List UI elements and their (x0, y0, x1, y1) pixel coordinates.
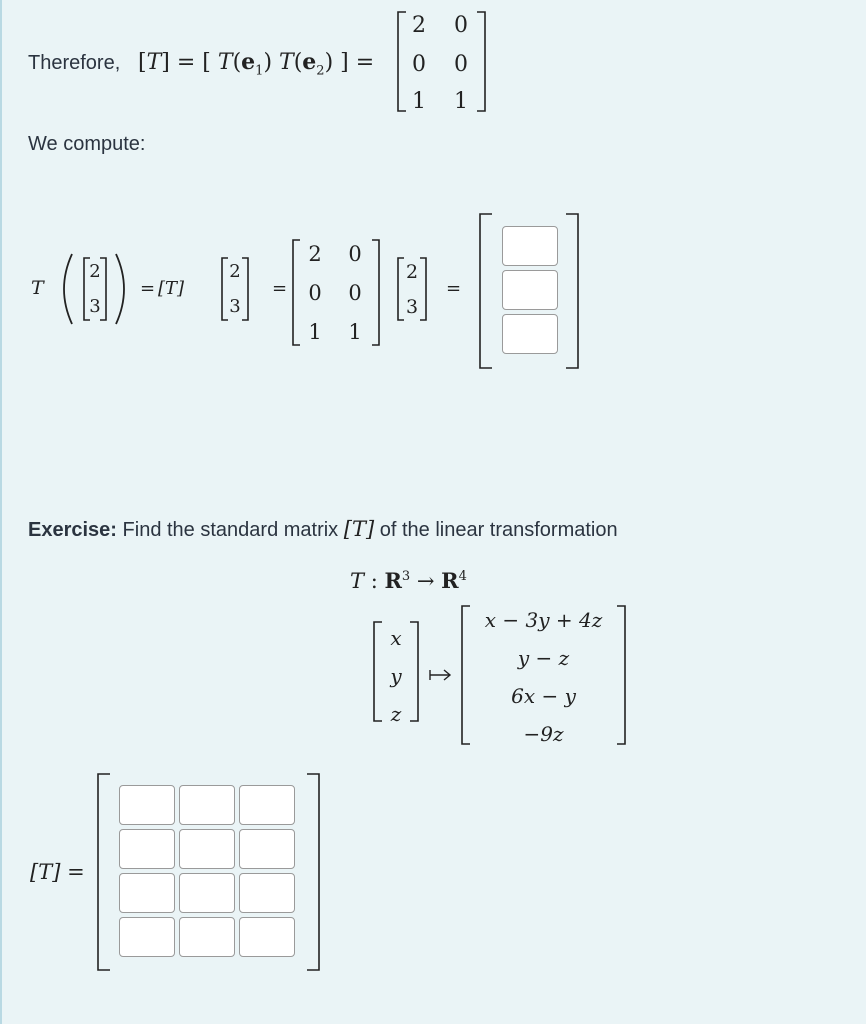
T-symbol: T (217, 50, 233, 75)
basis-vector-e1: e (241, 49, 256, 75)
T-symbol: T (279, 50, 294, 75)
transformation-signature: T : $R^3 \to R^4$ (350, 568, 467, 593)
answer-input-box[interactable] (502, 314, 558, 354)
matrix-cell: 2 (308, 242, 322, 266)
T-symbol: T (146, 50, 162, 75)
answer-input-box[interactable] (239, 917, 295, 957)
matrix-cell: 0 (412, 52, 426, 77)
vector-entry: 3 (89, 296, 101, 317)
equals-sign: = (446, 278, 462, 299)
matrix-T-label: [T] (343, 517, 375, 541)
exercise-prompt (28, 517, 618, 542)
basis-vector-e2: e (302, 49, 317, 75)
vector-entry: 2 (405, 261, 419, 283)
input-vector-entry: z (390, 702, 402, 726)
answer-input-box[interactable] (179, 873, 235, 913)
vector-entry: 2 (229, 261, 241, 282)
answer-input-box[interactable] (502, 226, 558, 266)
domain-space: R (384, 568, 402, 593)
answer-input-box[interactable] (239, 829, 295, 869)
answer-input-box[interactable] (239, 873, 295, 913)
matrix-cell: 1 (348, 320, 362, 344)
we-compute-label: We compute: (28, 133, 146, 155)
vector-entry: 3 (405, 296, 419, 318)
vector-entry: 2 (89, 261, 101, 282)
equals-sign: = (140, 278, 156, 299)
answer-input-box[interactable] (179, 785, 235, 825)
answer-input-box[interactable] (119, 785, 175, 825)
answer-input-box[interactable] (179, 917, 235, 957)
output-vector-entry: x − 3y + 4z (484, 608, 603, 632)
domain-exponent: 3 (401, 569, 411, 584)
input-vector-entry: x (390, 626, 402, 650)
matrix-T-label: [T] (158, 278, 185, 299)
matrix-cell: 0 (454, 13, 468, 38)
equals-sign: = (272, 278, 288, 299)
matrix-cell: 1 (308, 320, 322, 344)
matrix-cell: 0 (454, 52, 468, 77)
output-vector-entry: −9z (523, 722, 564, 746)
answer-input-box[interactable] (119, 873, 175, 913)
matrix-cell: 0 (348, 242, 362, 266)
matrix-cell: 1 (412, 89, 426, 114)
therefore-label: Therefore, (28, 52, 121, 74)
matrix-cell: 0 (308, 281, 322, 305)
e1-subscript: 1 (255, 63, 264, 79)
answer-input-box[interactable] (119, 829, 175, 869)
answer-input-box[interactable] (502, 270, 558, 310)
vector-entry: 3 (229, 296, 241, 317)
answer-input-box[interactable] (179, 829, 235, 869)
exercise-text: Find the standard matrix (122, 519, 339, 541)
codomain-space: R (441, 568, 459, 593)
T-symbol: T (350, 569, 365, 593)
matrix-cell: 2 (412, 13, 426, 38)
input-vector-entry: y (390, 664, 402, 688)
answer-input-box[interactable] (119, 917, 175, 957)
output-vector-entry: 6x − y (511, 684, 576, 708)
codomain-exponent: 4 (458, 569, 467, 584)
answer-input-box[interactable] (239, 785, 295, 825)
T-symbol: T (31, 277, 44, 299)
exercise-text-end: of the linear transformation (379, 519, 618, 541)
exercise-label: Exercise: (28, 519, 117, 541)
e2-subscript: 2 (316, 63, 325, 79)
matrix-cell: 1 (454, 89, 468, 114)
output-vector-entry: y − z (517, 646, 570, 670)
answer-matrix-label: [T] = (30, 860, 85, 884)
matrix-cell: 0 (348, 281, 362, 305)
intro-equation: [T] = [ $T(e_1)$ $T(e_2)$ ] = (138, 49, 375, 79)
